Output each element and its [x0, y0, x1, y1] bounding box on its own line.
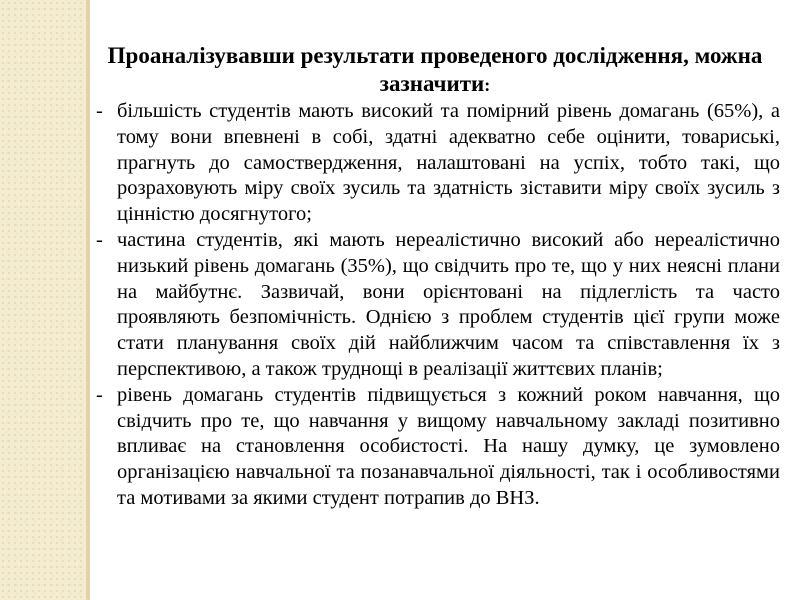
- slide-content: [90, 42, 796, 512]
- bullet-item: [90, 383, 796, 512]
- bullet-text: більшість студентів мають високий та помірний рівень домагань (65%), а тому вони впевнені в собі, здатні адекватно себе оцінити, товариські, прагнуть до самоствердження, налаштовані на успіх, тобто такі, що розраховують міру своїх зусиль та здатність зіставити міру своїх зусиль з цінністю досягнутого;: [117, 100, 780, 226]
- slide-title: [90, 42, 780, 99]
- bullet-item: [90, 228, 780, 383]
- slide-title-text: Проаналізувавши результати проведеного дослідження, можна зазначити: [107, 43, 763, 96]
- bullet-dash: -: [96, 100, 103, 122]
- bullet-item: [90, 99, 780, 228]
- bullet-text: рівень домагань студентів підвищується з кожний роком навчання, що свідчить про те, що навчання у вищому навчальному закладі позитивно впливає на становлення особистості. На нашу думку, це зумовлено організацією навчальної та позанавчальної діяльності, так і особливостями та мотивами за якими студент потрапив до ВНЗ.: [117, 383, 796, 509]
- bullet-dash: -: [96, 383, 103, 406]
- bullet-dash: -: [96, 228, 103, 251]
- slide-title-colon: :: [484, 75, 491, 95]
- decorative-side-strip: [0, 0, 86, 600]
- bullet-list: [90, 99, 796, 512]
- bullet-text: частина студентів, які мають нереалістично високий або нереалістично низький рівень домагань (35%), що свідчить про те, що у них неясні плани на майбутнє. Зазвичай, вони орієнтовані на підлеглість та часто проявляють безпомічність. Однією з проблем студентів цієї групи може стати планування своїх дій найближчим часом та співставлення їх з перспективою, а також труднощі в реалізації життєвих планів;: [117, 228, 780, 380]
